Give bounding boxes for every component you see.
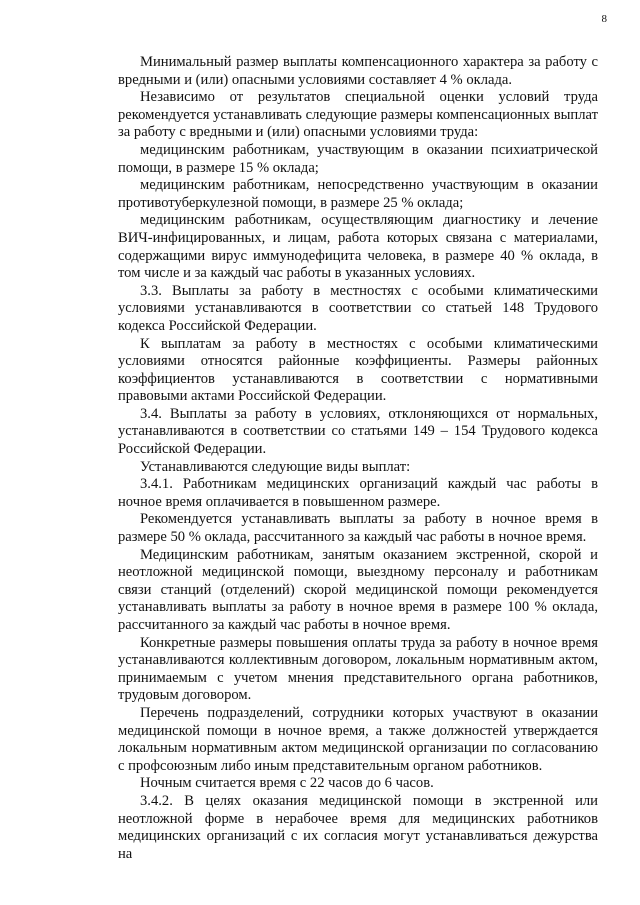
paragraph-regional-coefficients: К выплатам за работу в местностях с особыми климатическими условиями относятся районные коэффициенты. Размеры районных коэффициентов устанавливаются в соответствии с нормативными правовыми актами Российской Федерации.	[118, 335, 598, 405]
list-item-hiv: медицинским работникам, осуществляющим диагностику и лечение ВИЧ-инфицированных, и лицам, работа которых связана с материалами, содержащими вирус иммунодефицита человека, в размере 40 % оклада, в том числе и за каждый час работы в указанных условиях.	[118, 212, 598, 282]
paragraph-recommended-sizes: Независимо от результатов специальной оценки условий труда рекомендуется устанавливать следующие размеры компенсационных выплат за работу с вредными и (или) опасными условиями труда:	[118, 89, 598, 141]
paragraph-min-compensation: Минимальный размер выплаты компенсационного характера за работу с вредными и (или) опасными условиями составляет 4 % оклада.	[118, 54, 598, 88]
list-item-tuberculosis: медицинским работникам, непосредственно участвующим в оказании противотуберкулезной помощи, в размере 25 % оклада;	[118, 177, 598, 211]
paragraph-specific-sizes: Конкретные размеры повышения оплаты труда за работу в ночное время устанавливаются коллективным договором, локальным нормативным актом, принимаемым с учетом мнения представительного органа работников, трудовым договором.	[118, 634, 598, 704]
paragraph-payment-types: Устанавливаются следующие виды выплат:	[140, 458, 411, 475]
paragraph-night-50-percent: Рекомендуется устанавливать выплаты за работу в ночное время в размере 50 % оклада, рассчитанного за каждый час работы в ночное время.	[118, 511, 598, 546]
list-item-psychiatric: медицинским работникам, участвующим в оказании психиатрической помощи, в размере 15 % оклада;	[118, 141, 598, 176]
paragraph-3-4-2: 3.4.2. В целях оказания медицинской помощи в экстренной или неотложной форме в нерабочее время для медицинских работников медицинских организаций с их согласия могут устанавливаться дежурства на	[118, 792, 598, 862]
paragraph-3-4: 3.4. Выплаты за работу в условиях, отклоняющихся от нормальных, устанавливаются в соответствии со статьями 149 – 154 Трудового кодекса Российской Федерации.	[118, 405, 598, 458]
document-body	[118, 54, 598, 863]
page-number: 8	[601, 13, 607, 25]
paragraph-night-hours: Ночным считается время с 22 часов до 6 часов.	[140, 775, 434, 792]
paragraph-units-list: Перечень подразделений, сотрудники которых участвуют в оказании медицинской помощи в ночное время, а также должностей утверждается локальным нормативным актом медицинской организации по согласованию с профсоюзным либо иным представительным органом работников.	[118, 704, 598, 774]
paragraph-3-4-1: 3.4.1. Работникам медицинских организаций каждый час работы в ночное время оплачивается в повышенном размере.	[118, 476, 598, 510]
paragraph-3-3: 3.3. Выплаты за работу в местностях с особыми климатическими условиями устанавливаются в соответствии со статьей 148 Трудового кодекса Российской Федерации.	[118, 282, 598, 334]
paragraph-emergency-100-percent: Медицинским работникам, занятым оказанием экстренной, скорой и неотложной медицинской помощи, выездному персоналу и работникам связи станций (отделений) скорой медицинской помощи рекомендуется устанавливать выплаты за работу в ночное время в размере 100 % оклада, рассчитанного за каждый час работы в ночное время.	[118, 546, 598, 633]
